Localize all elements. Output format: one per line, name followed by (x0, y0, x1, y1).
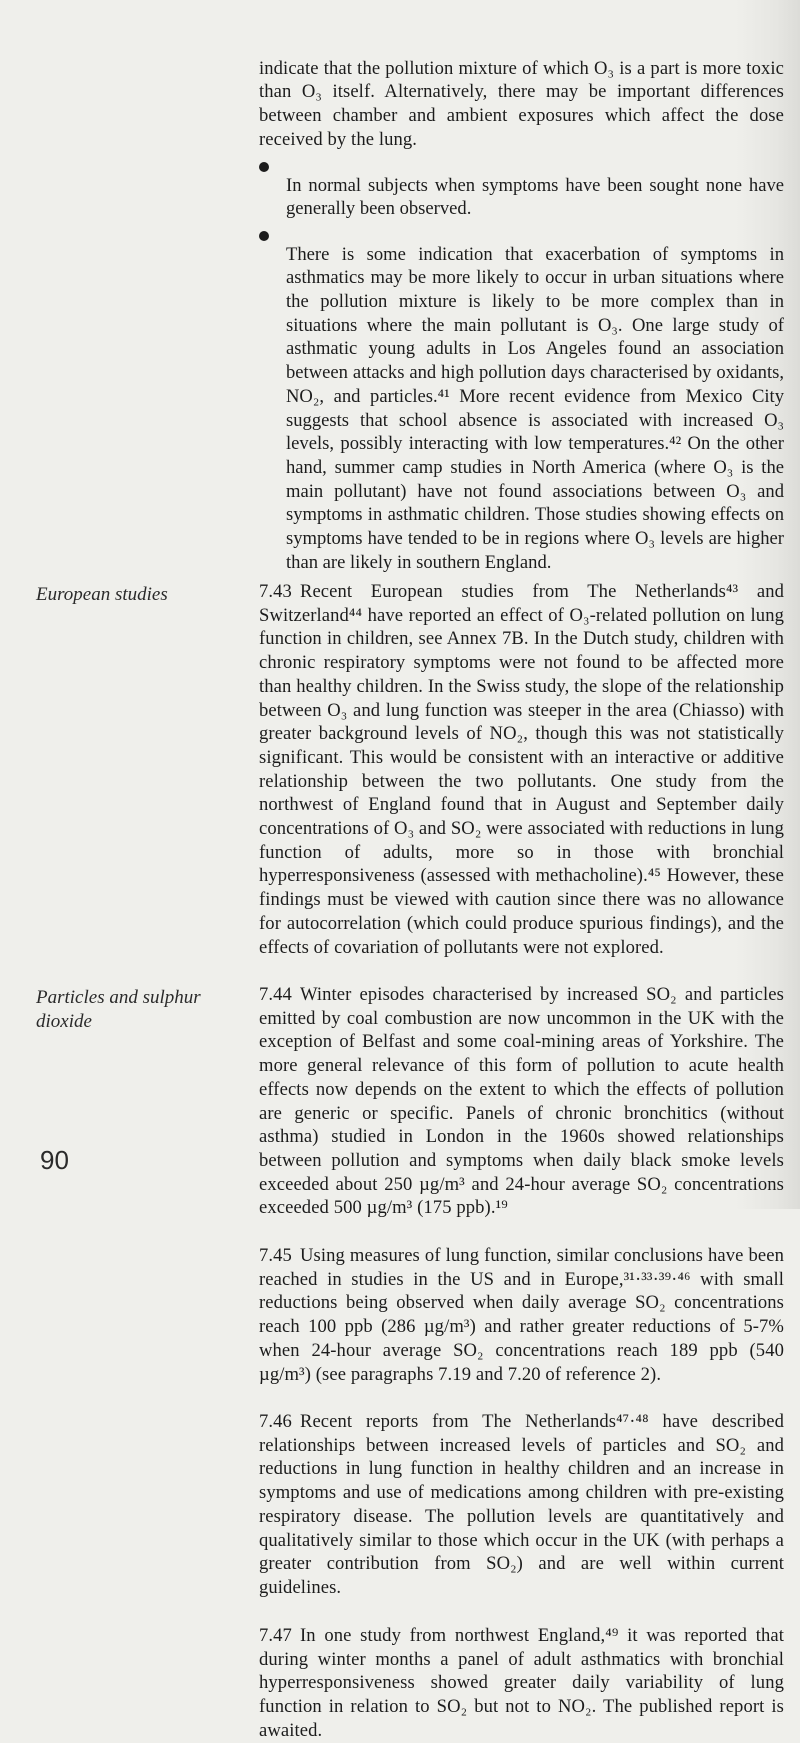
paragraph-number: 7.46 (259, 1411, 292, 1432)
paragraph-number: 7.43 (259, 581, 292, 602)
paragraph-7-44 (259, 983, 784, 1220)
bullet-icon (259, 231, 269, 241)
paragraph-text: Winter episodes characterised by increased SO₂ and particles emitted by coal combustion are now uncommon in the UK with the exception of Belfast and some coal-mining areas of Yorkshire. The more general relevance of this form of pollution to acute health effects now depends on the extent to which the effects of pollution are generic or specific. Panels of chronic bronchitics (without asthma) studied in London in the 1960s showed relationships between pollution and symptoms when daily black smoke levels exceeded about 250 µg/m³ and 24-hour average SO₂ concentrations exceeded 500 µg/m³ (175 ppb).¹⁹ (259, 984, 784, 1219)
page-number: 90 (40, 1145, 69, 1175)
paragraph-number: 7.45 (259, 1245, 292, 1266)
paragraph-7-46 (259, 1410, 784, 1600)
paragraph-text: Using measures of lung function, similar conclusions have been reached in studies in the US and in Europe,³¹·³³·³⁹·⁴⁶ with small reductions being observed when daily average SO₂ concentrations reach 100 ppb (286 µg/m³) and rather greater reductions of 5-7% when 24-hour average SO₂ concentrations reach 189 ppb (540 µg/m³) (see paragraphs 7.19 and 7.20 of reference 2). (259, 1245, 784, 1385)
side-heading-european-studies: European studies (36, 584, 168, 605)
paragraph-number: 7.47 (259, 1625, 292, 1646)
paragraph-text: Recent reports from The Netherlands⁴⁷·⁴⁸ have described relationships between increased levels of particles and SO₂ and reductions in lung function in healthy children and an increase in symptoms and use of medications among children with pre-existing respiratory disease. The pollution levels are quantitatively and qualitatively similar to those which occur in the UK (with perhaps a greater contribution from SO₂) and are well within current guidelines. (259, 1411, 784, 1598)
paragraph-7-43 (259, 580, 784, 959)
intro-paragraph: indicate that the pollution mixture of which O₃ is a part is more toxic than O₃ itself. Alternatively, there may be important differences between chamber and ambient exposures which affect the dose received by the lung. (259, 57, 784, 150)
paragraph-7-47 (259, 1624, 784, 1743)
paragraph-number: 7.44 (259, 984, 292, 1005)
bullet-text: In normal subjects when symptoms have been sought none have generally been observed. (286, 174, 784, 220)
paragraph-text: Recent European studies from The Netherlands⁴³ and Switzerland⁴⁴ have reported an effect of O₃-related pollution on lung function in children, see Annex 7B. In the Dutch study, children with chronic respiratory symptoms were not found to be affected more than healthy children. In the Swiss study, the slope of the relationship between O₃ and lung function was steeper in the area (Chiasso) with greater background levels of NO₂, though this was not statistically significant. This would be consistent with an interactive or additive relationship between the two pollutants. One study from the northwest of England found that in August and September daily concentrations of O₃ and SO₂ were associated with reductions in lung function of adults, more so in those with bronchial hyperresponsiveness (assessed with methacholine).⁴⁵ However, these findings must be viewed with caution since there was no allowance for autocorrelation (which could produce spurious findings), and the effects of covariation of pollutants were not explored. (259, 581, 784, 958)
bullet-icon (259, 162, 269, 172)
bullet-text: There is some indication that exacerbation of symptoms in asthmatics may be more likely to occur in urban situations where the pollution mixture is likely to be more complex than in situations where the main pollutant is O₃. One large study of asthmatic young adults in Los Angeles found an association between attacks and high pollution days characterised by oxidants, NO₂, and particles.⁴¹ More recent evidence from Mexico City suggests that school absence is associated with increased O₃ levels, possibly interacting with low temperatures.⁴² On the other hand, summer camp studies in North America (where O₃ is the main pollutant) have not found associations between O₃ and symptoms in asthmatic children. Those studies showing effects on symptoms have tended to be in regions where O₃ levels are higher than are likely in southern England. (286, 243, 784, 573)
side-heading-particles-sulphur-dioxide: Particles and sulphur dioxide (36, 987, 201, 1032)
paragraph-7-45 (259, 1244, 784, 1386)
paragraph-text: In one study from northwest England,⁴⁹ it was reported that during winter months a panel of adult asthmatics with bronchial hyperresponsiveness showed greater daily variability of lung function in relation to SO₂ but not to NO₂. The published report is awaited. (259, 1625, 784, 1741)
